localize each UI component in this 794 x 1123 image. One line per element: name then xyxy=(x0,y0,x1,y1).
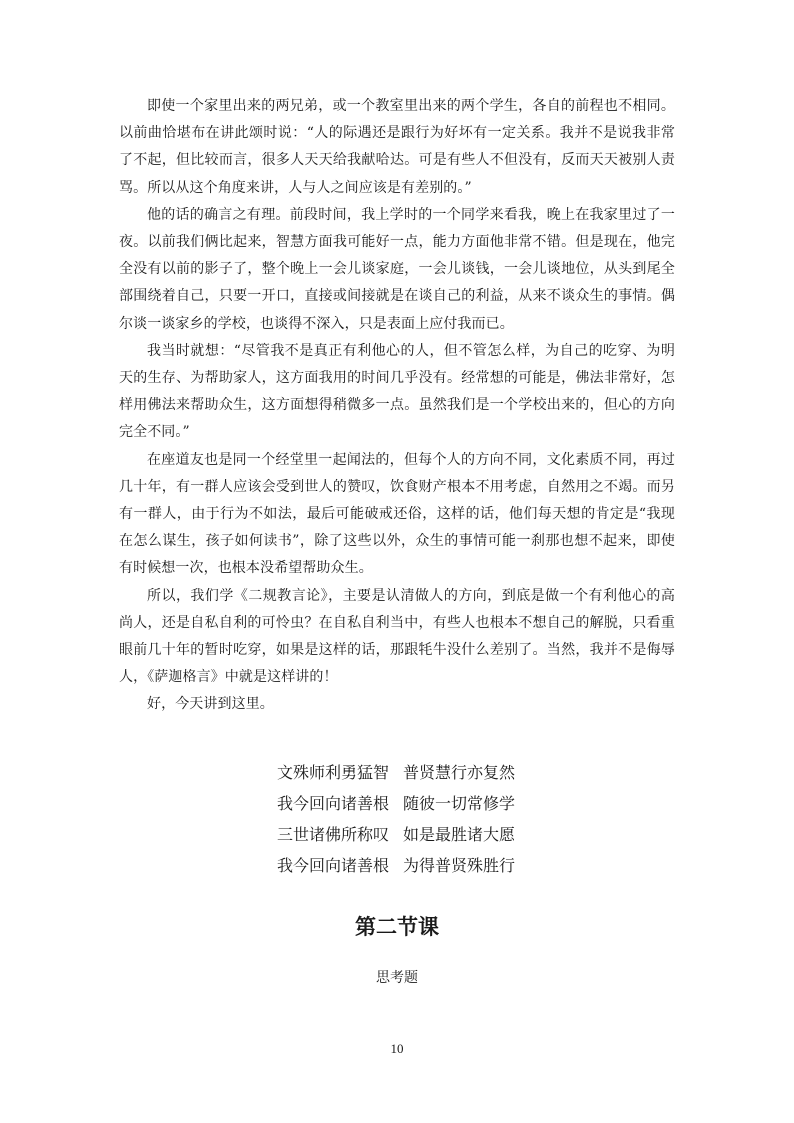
verse-line xyxy=(277,757,577,788)
verse-second-half: 如是最胜诸大愿 xyxy=(403,825,516,844)
body-text xyxy=(119,93,675,719)
dedication-verses xyxy=(277,757,577,881)
paragraph: 在座道友也是同一个经堂里一起闻法的，但每个人的方向不同，文化素质不同，再过几十年，有一群人应该会受到世人的赞叹，饮食财产根本不用考虑，自然用之不竭。而另有一群人，由于行为不如法，最后可能破戒还俗，这样的话，他们每天想的肯定是“我现在怎么谋生，孩子如何读书”，除了这些以外，众生的事情可能一刹那也想不起来，即使有时候想一次，也根本没希望帮助众生。 xyxy=(119,451,675,577)
verse-second-half: 为得普贤殊胜行 xyxy=(403,856,516,875)
verse-first-half: 我今回向诸善根 xyxy=(277,856,390,875)
page-number: 10 xyxy=(390,1041,404,1056)
verse-second-half: 普贤慧行亦复然 xyxy=(403,763,516,782)
section-title: 第二节课 xyxy=(355,915,439,939)
paragraph: 即使一个家里出来的两兄弟，或一个教室里出来的两个学生，各自的前程也不相同。以前曲恰堪布在讲此颂时说：“人的际遇还是跟行为好坏有一定关系。我并不是说我非常了不起，但比较而言，很多人天天给我献哈达。可是有些人不但没有，反而天天被别人责骂。所以从这个角度来讲，人与人之间应该是有差别的。” xyxy=(119,98,675,196)
verse-first-half: 我今回向诸善根 xyxy=(277,794,390,813)
paragraph: 我当时就想：“尽管我不是真正有利他心的人，但不管怎么样，为自己的吃穿、为明天的生存、为帮助家人，这方面我用的时间几乎没有。经常想的可能是，佛法非常好，怎样用佛法来帮助众生，这方面想得稍微多一点。虽然我们是一个学校出来的，但心的方向完全不同。” xyxy=(119,342,675,441)
paragraph: 好，今天讲到这里。 xyxy=(147,696,274,713)
verse-line xyxy=(277,788,577,819)
section-subtitle: 思考题 xyxy=(376,970,418,986)
paragraph: 所以，我们学《二规教言论》，主要是认清做人的方向，到底是做一个有利他心的高尚人，还是自私自利的可怜虫？在自私自利当中，有些人也根本不想自己的解脱，只看重眼前几十年的暂时吃穿，如果是这样的话，那跟牦牛没什么差别了。当然，我并不是侮辱人，《萨迦格言》中就是这样讲的！ xyxy=(119,587,675,686)
verse-first-half: 文殊师利勇猛智 xyxy=(277,763,390,782)
verse-line xyxy=(277,850,577,881)
verse-second-half: 随彼一切常修学 xyxy=(403,794,516,813)
paragraph: 他的话的确言之有理。前段时间，我上学时的一个同学来看我，晚上在我家里过了一夜。以前我们俩比起来，智慧方面我可能好一点，能力方面他非常不错。但是现在，他完全没有以前的影子了，整个晚上一会儿谈家庭，一会儿谈钱，一会儿谈地位，从头到尾全部围绕着自己，只要一开口，直接或间接就是在谈自己的利益，从来不谈众生的事情。偶尔谈一谈家乡的学校，也谈得不深入，只是表面上应付我而已。 xyxy=(119,206,675,332)
verse-first-half: 三世诸佛所称叹 xyxy=(277,825,390,844)
verse-line xyxy=(277,819,577,850)
